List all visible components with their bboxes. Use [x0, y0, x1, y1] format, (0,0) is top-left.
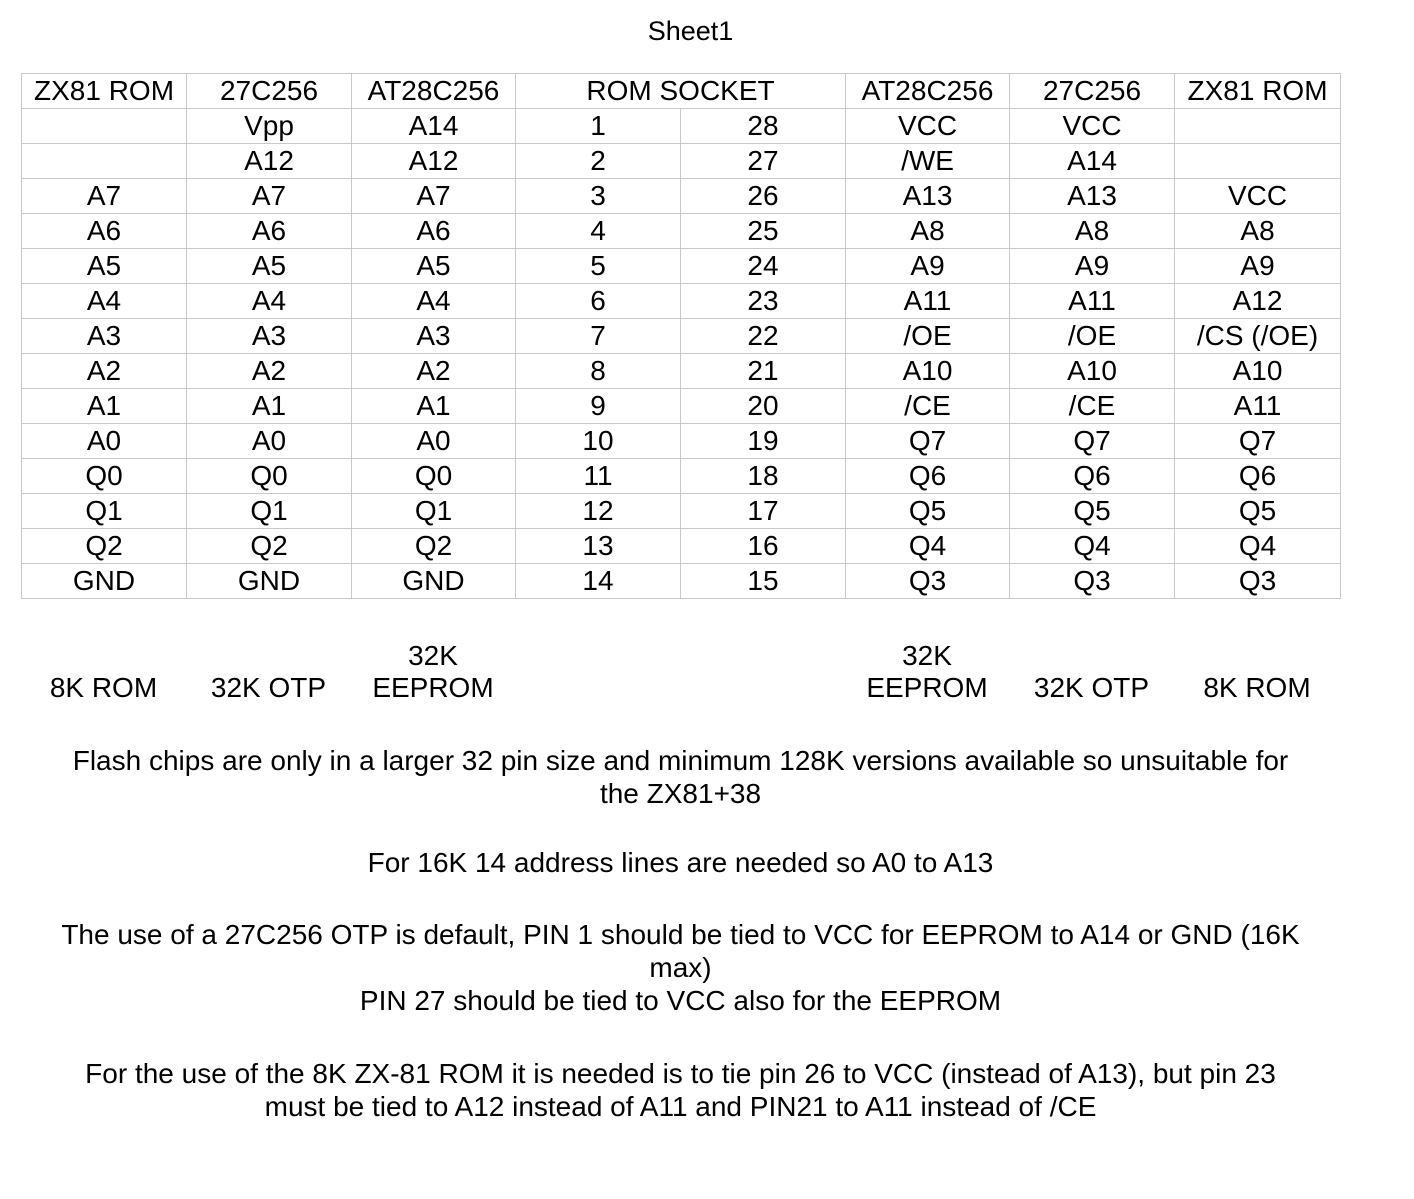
table-cell: A3: [352, 319, 516, 354]
note-address-lines: For 16K 14 address lines are needed so A0 to A13: [367, 847, 994, 878]
table-cell: 6: [516, 284, 681, 319]
note-otp-line-3: PIN 27 should be tied to VCC also for the EEPROM: [359, 985, 1002, 1016]
table-cell: Q7: [1175, 424, 1341, 459]
table-cell: 13: [516, 529, 681, 564]
table-header-row: [22, 74, 1341, 109]
table-cell: A5: [22, 249, 187, 284]
table-cell: Vpp: [187, 109, 352, 144]
table-cell: A3: [22, 319, 187, 354]
table-cell: A0: [352, 424, 516, 459]
table-cell: GND: [352, 564, 516, 599]
table-cell: 1: [516, 109, 681, 144]
table-cell: 17: [681, 494, 846, 529]
table-row: [22, 284, 1341, 319]
table-cell: 12: [516, 494, 681, 529]
table-cell: /WE: [846, 144, 1010, 179]
table-cell: Q2: [187, 529, 352, 564]
header-at28c256-left: AT28C256: [352, 74, 516, 109]
table-cell: A2: [352, 354, 516, 389]
table-cell: A10: [1175, 354, 1341, 389]
table-cell: A1: [187, 389, 352, 424]
table-cell: 5: [516, 249, 681, 284]
caption-32k-otp-left: 32K OTP: [210, 672, 327, 703]
header-at28c256-right: AT28C256: [846, 74, 1010, 109]
note-zx81-line-2: must be tied to A12 instead of A11 and PIN21 to A11 instead of /CE: [264, 1091, 1097, 1122]
table-cell: Q7: [1010, 424, 1175, 459]
table-row: [22, 389, 1341, 424]
table-cell: A5: [352, 249, 516, 284]
table-cell: 16: [681, 529, 846, 564]
table-cell: 2: [516, 144, 681, 179]
table-cell: A11: [1175, 389, 1341, 424]
table-cell: /OE: [846, 319, 1010, 354]
table-cell: Q5: [846, 494, 1010, 529]
note-zx81-rom-use: [21, 1057, 1340, 1123]
table-cell: Q7: [846, 424, 1010, 459]
table-cell: A13: [1010, 179, 1175, 214]
table-row: [22, 319, 1341, 354]
caption-32k-otp-right: 32K OTP: [1033, 672, 1150, 703]
table-row: [22, 529, 1341, 564]
header-27c256-left: 27C256: [187, 74, 352, 109]
pinout-table: [21, 73, 1341, 599]
table-cell: Q1: [352, 494, 516, 529]
table-cell: [1175, 109, 1341, 144]
table-cell: 26: [681, 179, 846, 214]
table-cell: Q5: [1175, 494, 1341, 529]
table-cell: 28: [681, 109, 846, 144]
table-cell: [22, 144, 187, 179]
table-cell: 22: [681, 319, 846, 354]
sheet-title: Sheet1: [647, 16, 734, 46]
table-cell: A10: [846, 354, 1010, 389]
table-cell: A2: [187, 354, 352, 389]
table-cell: /CS (/OE): [1175, 319, 1341, 354]
table-cell: A14: [1010, 144, 1175, 179]
table-cell: [1175, 144, 1341, 179]
table-cell: 15: [681, 564, 846, 599]
note-otp-line-2: max): [649, 952, 712, 983]
header-zx81-rom-right: ZX81 ROM: [1175, 74, 1341, 109]
caption-8k-rom-left: 8K ROM: [49, 672, 158, 703]
table-cell: 23: [681, 284, 846, 319]
table-cell: A2: [22, 354, 187, 389]
table-cell: A4: [187, 284, 352, 319]
table-cell: Q1: [22, 494, 187, 529]
table-row: [22, 459, 1341, 494]
table-cell: Q1: [187, 494, 352, 529]
table-cell: Q4: [1010, 529, 1175, 564]
table-cell: A9: [1175, 249, 1341, 284]
table-cell: A4: [352, 284, 516, 319]
table-cell: [22, 109, 187, 144]
table-cell: Q0: [22, 459, 187, 494]
header-zx81-rom-left: ZX81 ROM: [22, 74, 187, 109]
table-cell: A5: [187, 249, 352, 284]
caption-8k-rom-right: 8K ROM: [1203, 672, 1311, 703]
table-cell: A7: [187, 179, 352, 214]
table-cell: A9: [846, 249, 1010, 284]
table-row: [22, 494, 1341, 529]
table-cell: Q2: [22, 529, 187, 564]
note-flash-line-1: Flash chips are only in a larger 32 pin size and minimum 128K versions available so unsuitable for: [72, 745, 1289, 776]
table-cell: 11: [516, 459, 681, 494]
table-cell: A12: [352, 144, 516, 179]
note-otp-default: [21, 918, 1340, 1017]
note-flash-chips: [21, 744, 1340, 810]
table-cell: A8: [846, 214, 1010, 249]
table-cell: A7: [352, 179, 516, 214]
table-cell: A11: [846, 284, 1010, 319]
table-cell: Q3: [1175, 564, 1341, 599]
table-cell: 20: [681, 389, 846, 424]
table-cell: A10: [1010, 354, 1175, 389]
table-cell: VCC: [1010, 109, 1175, 144]
caption-32k-eeprom-left: 32K EEPROM: [372, 640, 494, 703]
table-cell: A8: [1010, 214, 1175, 249]
table-cell: A12: [187, 144, 352, 179]
table-cell: Q2: [352, 529, 516, 564]
table-cell: 3: [516, 179, 681, 214]
table-cell: 10: [516, 424, 681, 459]
table-cell: A6: [22, 214, 187, 249]
table-cell: A1: [22, 389, 187, 424]
table-cell: A6: [352, 214, 516, 249]
caption-32k-eeprom-right: 32K EEPROM: [866, 640, 988, 703]
table-cell: Q5: [1010, 494, 1175, 529]
chip-captions: [21, 640, 1340, 706]
table-cell: 14: [516, 564, 681, 599]
table-cell: Q0: [352, 459, 516, 494]
table-row: [22, 249, 1341, 284]
table-cell: /CE: [846, 389, 1010, 424]
table-row: [22, 179, 1341, 214]
table-cell: 7: [516, 319, 681, 354]
table-cell: Q6: [846, 459, 1010, 494]
note-otp-line-1: The use of a 27C256 OTP is default, PIN 1 should be tied to VCC for EEPROM to A14 or GND (16K: [61, 919, 1300, 950]
table-cell: 8: [516, 354, 681, 389]
note-flash-line-2: the ZX81+38: [599, 778, 762, 809]
table-cell: 4: [516, 214, 681, 249]
table-cell: Q6: [1010, 459, 1175, 494]
note-zx81-line-1: For the use of the 8K ZX-81 ROM it is needed is to tie pin 26 to VCC (instead of A13), but pin 23: [85, 1058, 1276, 1089]
table-cell: 9: [516, 389, 681, 424]
table-cell: GND: [187, 564, 352, 599]
table-cell: Q3: [1010, 564, 1175, 599]
table-cell: 19: [681, 424, 846, 459]
table-cell: 24: [681, 249, 846, 284]
table-cell: /CE: [1010, 389, 1175, 424]
table-cell: A11: [1010, 284, 1175, 319]
table-cell: GND: [22, 564, 187, 599]
header-27c256-right: 27C256: [1010, 74, 1175, 109]
table-cell: Q6: [1175, 459, 1341, 494]
table-cell: Q3: [846, 564, 1010, 599]
table-cell: Q4: [846, 529, 1010, 564]
table-cell: A1: [352, 389, 516, 424]
table-cell: A6: [187, 214, 352, 249]
table-cell: VCC: [846, 109, 1010, 144]
table-row: [22, 109, 1341, 144]
header-rom-socket: ROM SOCKET: [516, 74, 846, 109]
table-cell: A0: [22, 424, 187, 459]
table-cell: A0: [187, 424, 352, 459]
table-cell: A9: [1010, 249, 1175, 284]
table-cell: 27: [681, 144, 846, 179]
table-cell: A13: [846, 179, 1010, 214]
table-cell: A7: [22, 179, 187, 214]
table-cell: A14: [352, 109, 516, 144]
table-row: [22, 214, 1341, 249]
table-row: [22, 564, 1341, 599]
table-cell: 21: [681, 354, 846, 389]
table-cell: A8: [1175, 214, 1341, 249]
table-row: [22, 144, 1341, 179]
table-row: [22, 354, 1341, 389]
table-cell: 25: [681, 214, 846, 249]
table-cell: A3: [187, 319, 352, 354]
table-cell: VCC: [1175, 179, 1341, 214]
table-cell: A4: [22, 284, 187, 319]
table-cell: Q4: [1175, 529, 1341, 564]
table-cell: A12: [1175, 284, 1341, 319]
table-cell: Q0: [187, 459, 352, 494]
table-row: [22, 424, 1341, 459]
table-cell: 18: [681, 459, 846, 494]
table-cell: /OE: [1010, 319, 1175, 354]
